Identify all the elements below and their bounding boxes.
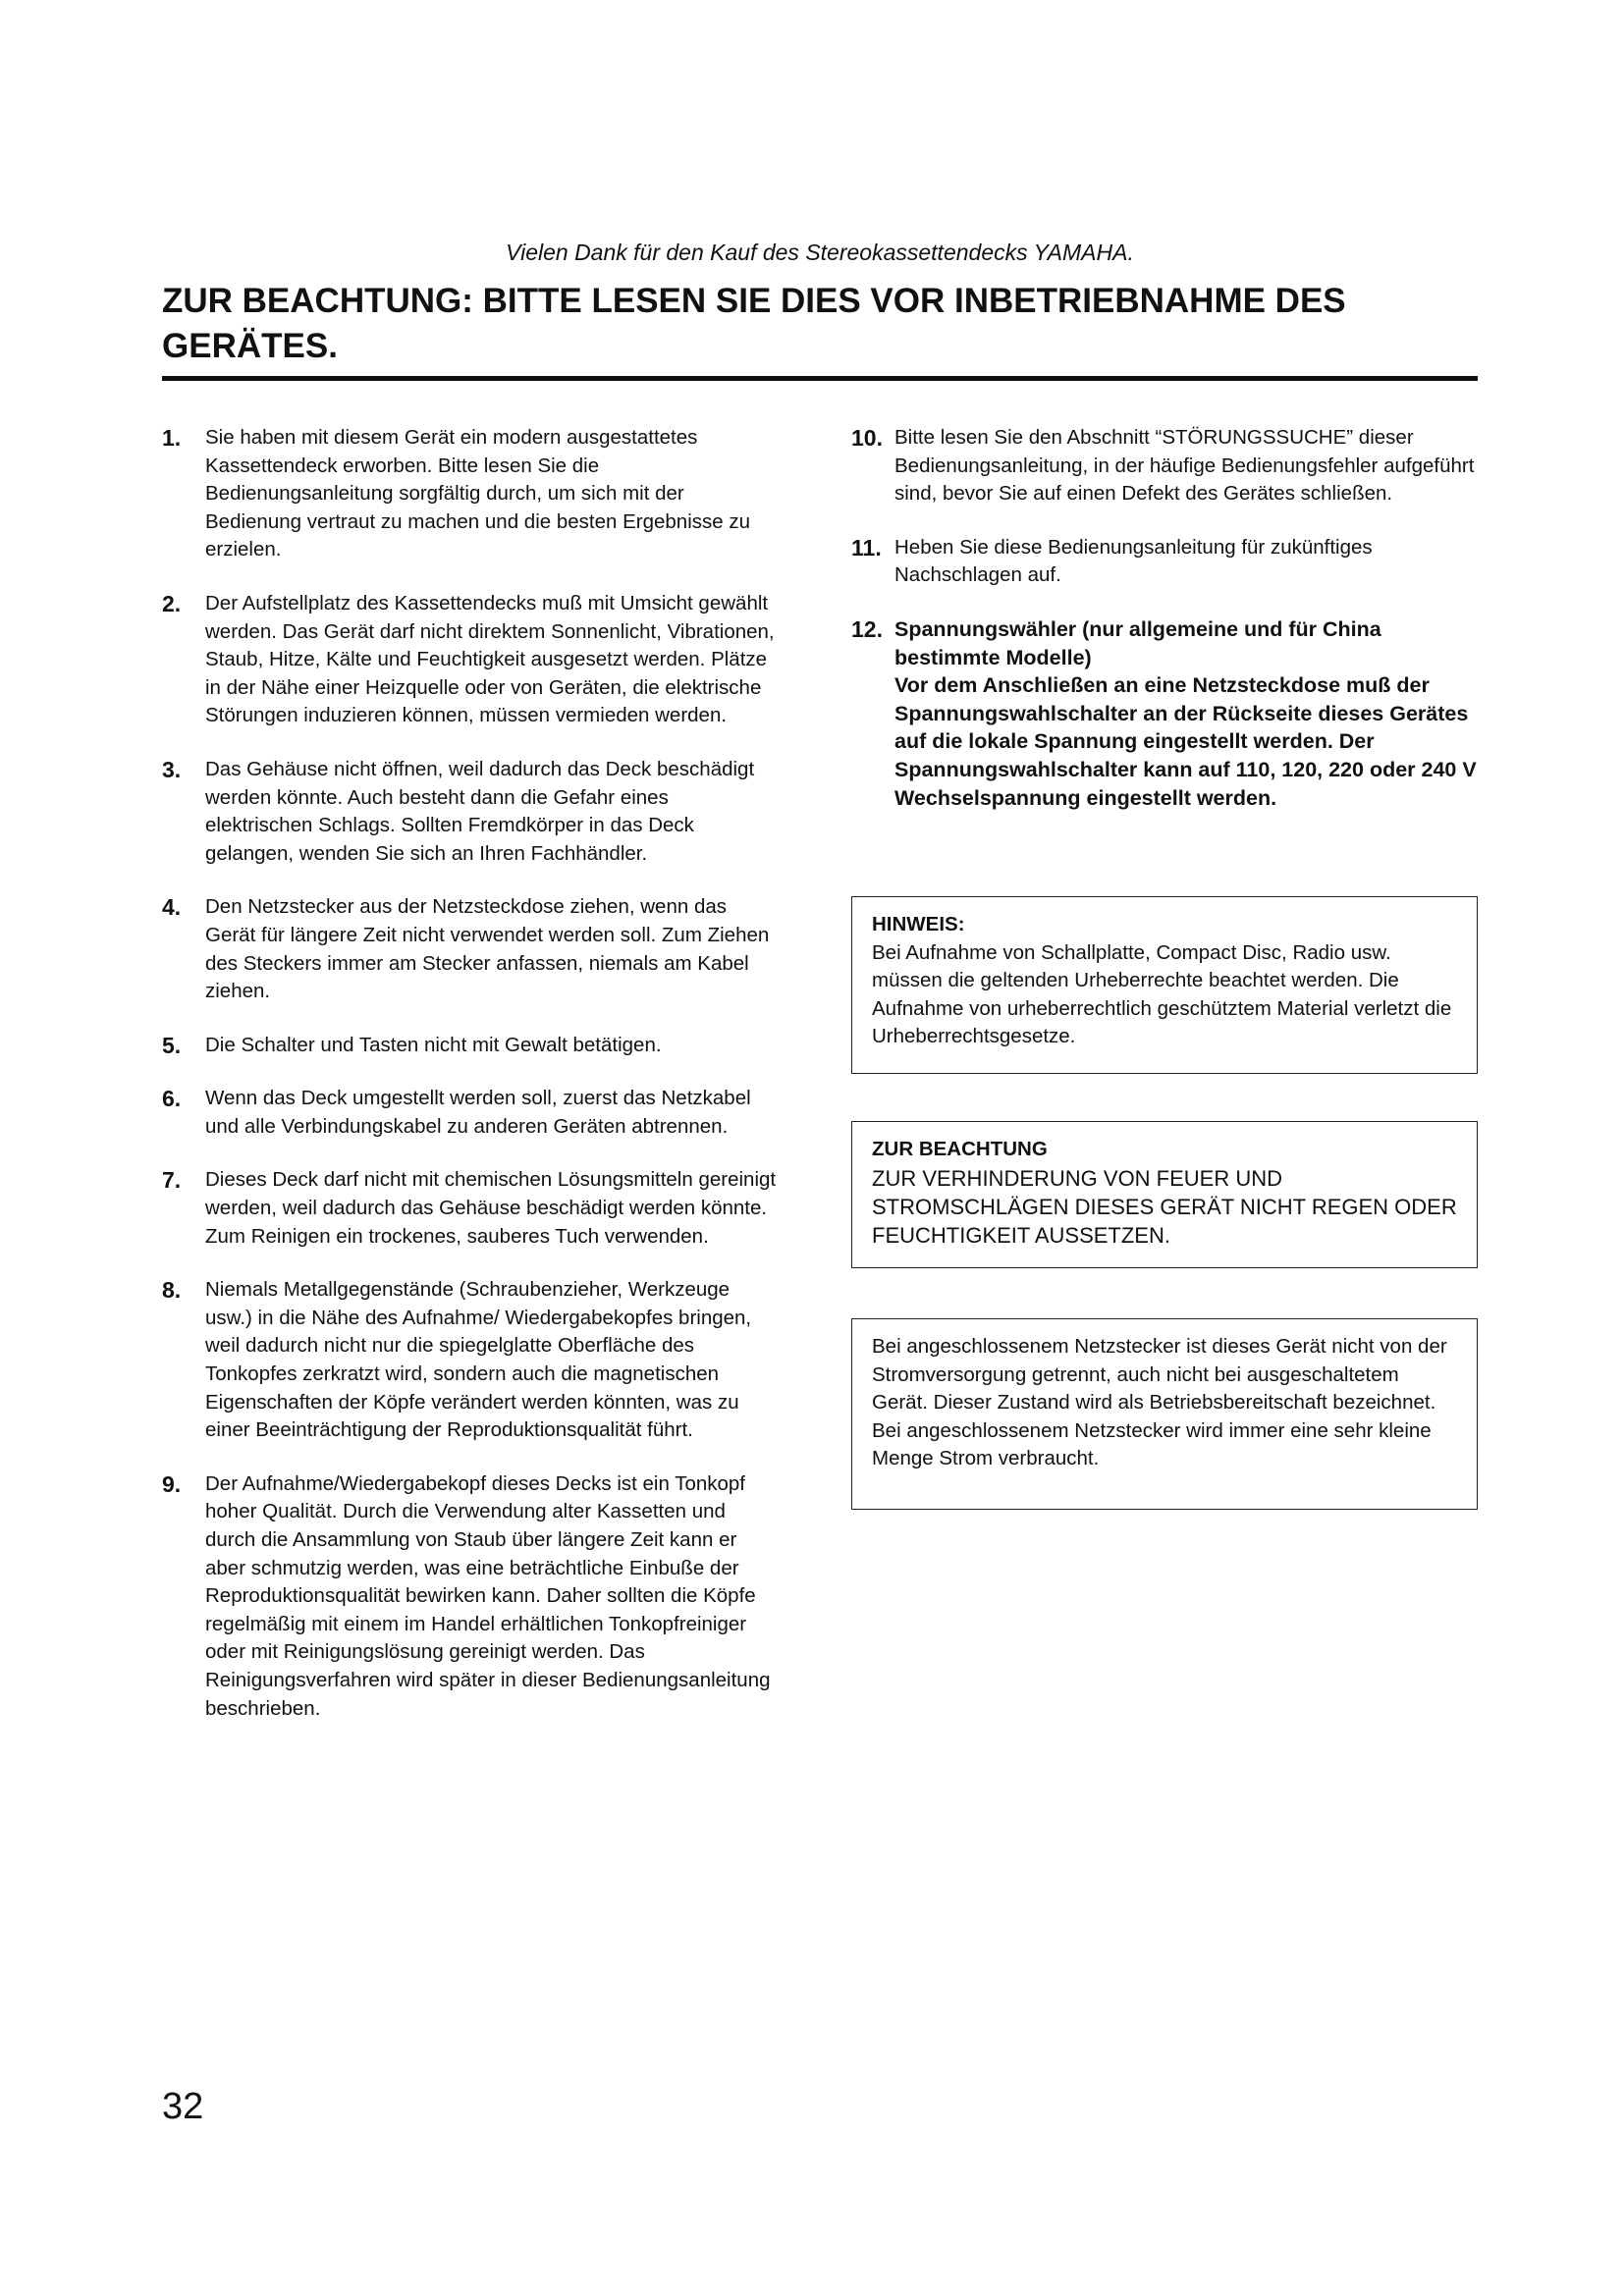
item-number: 7. <box>162 1167 182 1194</box>
item-text: Der Aufstellplatz des Kassettendecks muß mit Umsicht gewählt werden. Das Gerät darf nicht direktem Sonnenlicht, Vibrationen, Staub, Hitze, Kälte und Feuchtigkeit ausgesetzt werden. Plätze in der Nähe einer Heizquelle oder von Geräten, die elektrische Störungen induzieren können, müssen vermieden werden. <box>205 591 775 727</box>
item-number: 5. <box>162 1032 182 1058</box>
voltage-heading: Spannungswähler (nur allgemeine und für China bestimmte Modelle) <box>894 616 1381 669</box>
list-item <box>851 424 1480 508</box>
item-number: 9. <box>162 1470 182 1497</box>
item-number: 1. <box>162 425 182 451</box>
item-text: Niemals Metallgegenstände (Schraubenzieher, Werkzeuge usw.) in die Nähe des Aufnahme/ Wiedergabekopfes bringen, weil dadurch nicht nur die spiegelglatte Oberfläche des Tonkopfes zerkratzt wird, sondern auch die magnetischen Eigenschaften der Köpfe verändert werden könnten, was zu einer Beeinträchtigung der Reproduktionsqualität führt. <box>205 1278 752 1442</box>
item-text: Sie haben mit diesem Gerät ein modern ausgestattetes Kassettendeck erworben. Bitte lesen Sie die Bedienungsanleitung sorgfältig durch, um sich mit der Bedienung vertraut zu machen und die besten Ergebnisse zu erzielen. <box>205 426 751 561</box>
item-text: Wenn das Deck umgestellt werden soll, zuerst das Netzkabel und alle Verbindungskabel zu anderen Geräten abtrennen. <box>205 1087 751 1138</box>
list-item <box>851 534 1480 590</box>
item-number: 4. <box>162 894 182 921</box>
item-number: 3. <box>162 756 182 782</box>
warning-title: ZUR BEACHTUNG <box>872 1138 1048 1160</box>
left-column <box>162 424 781 1748</box>
list-item <box>162 424 781 564</box>
title-divider <box>162 376 1478 381</box>
list-item <box>162 1470 781 1723</box>
hinweis-title: HINWEIS: <box>872 913 965 935</box>
warning-text: ZUR VERHINDERUNG VON FEUER UND STROMSCHLÄGEN DIESES GERÄT NICHT REGEN ODER FEUCHTIGKEIT AUSSETZEN. <box>872 1165 1457 1248</box>
list-item <box>162 590 781 730</box>
item-text: Dieses Deck darf nicht mit chemischen Lösungsmitteln gereinigt werden, weil dadurch das Gehäuse beschädigt werden könnte. Zum Reinigen ein trockenes, sauberes Tuch verwenden. <box>205 1168 777 1248</box>
item-number: 11. <box>851 534 882 561</box>
item-text: Die Schalter und Tasten nicht mit Gewalt betätigen. <box>205 1033 662 1056</box>
item-number: 12. <box>851 615 883 642</box>
list-item <box>162 1085 781 1141</box>
list-item <box>162 756 781 868</box>
standby-text-1: Bei angeschlossenem Netzstecker ist dieses Gerät nicht von der Stromversorgung getrennt, auch nicht bei ausgeschaltetem Gerät. Dieser Zustand wird als Betriebsbereitschaft bezeichnet. <box>872 1335 1447 1415</box>
intro-text: Vielen Dank für den Kauf des Stereokassettendecks YAMAHA. <box>506 240 1134 265</box>
item-text: Heben Sie diese Bedienungsanleitung für zukünftiges Nachschlagen auf. <box>894 535 1373 587</box>
list-item <box>162 1276 781 1445</box>
standby-text-2: Bei angeschlossenem Netzstecker wird immer eine sehr kleine Menge Strom verbraucht. <box>872 1418 1432 1470</box>
list-item <box>162 893 781 1005</box>
item-number: 8. <box>162 1277 182 1304</box>
item-number: 10. <box>851 425 883 451</box>
list-item <box>162 1032 781 1060</box>
right-column <box>851 424 1480 837</box>
standby-box <box>851 1318 1478 1510</box>
page-number: 32 <box>162 2086 204 2127</box>
hinweis-text: Bei Aufnahme von Schallplatte, Compact Disc, Radio usw. müssen die geltenden Urheberrechte beachtet werden. Die Aufnahme von urheberrechtlich geschütztem Material verletzt die Urheberrechtsgesetze. <box>872 940 1452 1048</box>
item-text: Bitte lesen Sie den Abschnitt “STÖRUNGSSUCHE” dieser Bedienungsanleitung, in der häufige Bedienungsfehler aufgeführt sind, bevor Sie auf einen Defekt des Gerätes schließen. <box>894 426 1475 506</box>
warning-box <box>851 1121 1478 1268</box>
list-item <box>162 1166 781 1251</box>
item-number: 6. <box>162 1086 182 1112</box>
item-number: 2. <box>162 590 182 616</box>
item-text: Das Gehäuse nicht öffnen, weil dadurch das Deck beschädigt werden könnte. Auch besteht dann die Gefahr eines elektrischen Schlags. Sollten Fremdkörper in das Deck gelangen, wenden Sie sich an Ihren Fachhändler. <box>205 757 755 865</box>
voltage-text: Vor dem Anschließen an eine Netzsteckdose muß der Spannungswahlschalter an der Rückseite dieses Gerätes auf die lokale Spannung eingestellt werden. Der Spannungswahlschalter kann auf 110, 120, 220 oder 240 V Wechselspannung eingestellt werden. <box>894 673 1477 810</box>
list-item-voltage <box>851 615 1480 812</box>
hinweis-box <box>851 896 1478 1074</box>
page-title: ZUR BEACHTUNG: BITTE LESEN SIE DIES VOR INBETRIEBNAHME DES GERÄTES. <box>162 282 1346 365</box>
item-text: Den Netzstecker aus der Netzsteckdose ziehen, wenn das Gerät für längere Zeit nicht verwendet werden soll. Zum Ziehen des Steckers immer am Stecker anfassen, niemals am Kabel ziehen. <box>205 895 770 1003</box>
item-text: Der Aufnahme/Wiedergabekopf dieses Decks ist ein Tonkopf hoher Qualität. Durch die Verwendung alter Kassetten und durch die Ansammlung von Staub über längere Zeit kann er aber schmutzig werden, was eine beträchtliche Einbuße der Reproduktionsqualität bewirken kann. Daher sollten die Köpfe regelmäßig mit einem im Handel erhältlichen Tonkopfreiniger oder mit Reinigungslösung gereinigt werden. Das Reinigungsverfahren wird später in dieser Bedienungsanleitung beschrieben. <box>205 1471 771 1720</box>
